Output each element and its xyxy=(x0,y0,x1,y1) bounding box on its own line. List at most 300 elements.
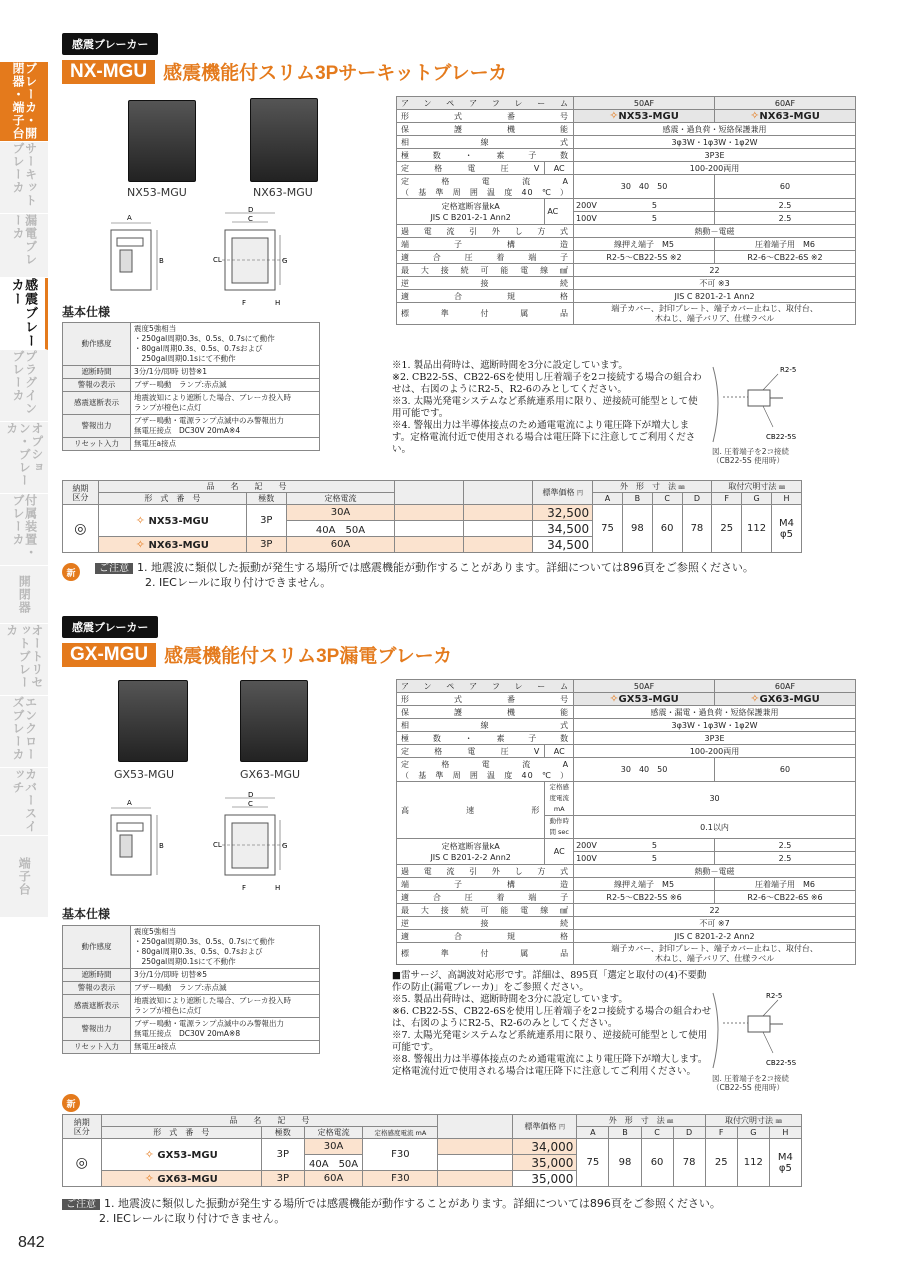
spec-label: 適合規格 xyxy=(397,930,574,943)
col-header: A xyxy=(577,1127,609,1139)
section-title xyxy=(62,641,452,668)
table-row xyxy=(397,225,856,238)
empty-cell xyxy=(464,537,533,553)
note-item: ※1. 製品出荷時は、遮断時間を3分に設定しています。 xyxy=(392,360,628,371)
note-item: ※2. CB22-5S、CB22-6Sを使用し圧着端子を2コ接続する場合の組合わせは、右図のようにR2-5、R2-6のみとしてください。 xyxy=(392,372,702,395)
category-label: 感震ブレーカー xyxy=(62,33,158,55)
basic-spec-value: ブザー鳴動 ランプ:赤点滅 xyxy=(131,982,320,995)
new-mark-icon: ✧ xyxy=(135,538,145,551)
col-header: H xyxy=(772,493,802,505)
col-header: 定格電流 xyxy=(286,493,395,505)
voltage-label: 200V xyxy=(576,200,597,210)
spec-value: 熱動－電磁 xyxy=(574,225,856,238)
table-row xyxy=(397,917,856,930)
spec-table xyxy=(396,96,856,325)
col-header-text: 取付穴明寸法 xyxy=(728,482,777,491)
spec-label: アンペアフレーム xyxy=(397,97,574,110)
spec-value: 端子カバー、封印プレート、端子カバー止ねじ、取付台、 木ねじ、端子バリア、仕様ラベル xyxy=(574,943,856,965)
dim-cell: 60 xyxy=(652,505,682,553)
spec-label: 逆接続 xyxy=(397,917,574,930)
spec-label: 最大接続可能電線㎟ xyxy=(397,904,574,917)
spec-value: 3φ3W・1φ3W・1φ2W xyxy=(574,136,856,149)
spec-value: JIS C 8201-2-2 Ann2 xyxy=(574,930,856,943)
table-row xyxy=(397,891,856,904)
model-number: GX63-MGU xyxy=(157,1174,218,1185)
col-header-text: 取付穴明寸法 xyxy=(725,1116,774,1125)
dimension-drawing xyxy=(95,790,310,895)
empty-cell xyxy=(464,521,533,537)
spec-label: 端子構造 xyxy=(397,878,574,891)
col-header: B xyxy=(609,1127,641,1139)
new-mark-icon: ✧ xyxy=(144,1172,154,1185)
product-photo-nx63 xyxy=(250,98,318,182)
price-cell: 35,000 xyxy=(513,1155,577,1171)
table-row xyxy=(63,1127,802,1139)
col-header xyxy=(395,481,464,505)
page-number: 842 xyxy=(18,1234,45,1251)
table-row xyxy=(63,969,320,982)
col-header: G xyxy=(737,1127,769,1139)
empty-cell xyxy=(438,1171,513,1187)
dim-cell: 60 xyxy=(641,1139,673,1187)
new-mark-icon: ✧ xyxy=(609,109,619,122)
spec-value: 3φ3W・1φ3W・1φ2W xyxy=(574,719,856,732)
spec-label: 極数・素子数 xyxy=(397,732,574,745)
spec-value: 不可 ※7 xyxy=(574,917,856,930)
spec-value: 3P3E xyxy=(574,149,856,162)
dim-cell: 75 xyxy=(593,505,623,553)
table-row xyxy=(397,136,856,149)
col-header xyxy=(593,481,712,493)
spec-label: 高速形 xyxy=(397,782,545,839)
model-cell xyxy=(574,693,715,706)
table-row xyxy=(397,123,856,136)
spec-value: JIS C 8201-2-1 Ann2 xyxy=(574,290,856,303)
sidebar-tab[interactable] xyxy=(0,214,48,278)
spec-value: 2.5 xyxy=(715,212,856,225)
col-header: D xyxy=(682,493,712,505)
basic-spec-value: ブザー鳴動 ランプ:赤点滅 xyxy=(131,379,320,392)
spec-value: 熱動－電磁 xyxy=(574,865,856,878)
basic-spec-value: 無電圧a接点 xyxy=(131,1041,320,1054)
caution-item: 2. IECレールに取り付けできません。 xyxy=(145,576,332,589)
spec-label: 適合圧着端子 xyxy=(397,251,574,264)
spec-label: 過電流引外し方式 xyxy=(397,865,574,878)
note-item: ※3. 太陽光発電システムなど系統連系用に限り、逆接続可能型として使用可能です。 xyxy=(392,396,698,419)
table-row xyxy=(397,865,856,878)
photo-caption: GX53-MGU xyxy=(114,768,175,781)
figure-caption: 図. 圧着端子を2コ接続 （CB22-5S 使用時） xyxy=(712,447,790,465)
table-row xyxy=(397,97,856,110)
col-header: F xyxy=(712,493,742,505)
spec-label: 形式番号 xyxy=(397,693,574,706)
caution-tag: ご注意 xyxy=(95,563,133,574)
col-header: 納期 区分 xyxy=(63,1115,102,1139)
spec-label-text: 定格電流A xyxy=(401,759,570,769)
dim-label-c: C xyxy=(248,215,253,223)
spec-label-text: 定格遮断容量kA xyxy=(441,841,500,851)
poles-cell: 3P xyxy=(246,537,286,553)
sidebar-tab-label: 開閉器 xyxy=(17,575,32,614)
dim-label-cl: CL xyxy=(213,256,222,264)
rated-cell: 40A 50A xyxy=(304,1155,363,1171)
spec-label: 保護機能 xyxy=(397,706,574,719)
note-item: ■雷サージ、高調波対応形です。詳細は、895頁「選定と取付の(4)不要動作の防止(漏電ブレーカ)」をご参照ください。 xyxy=(392,970,707,993)
sidebar-tab[interactable] xyxy=(0,142,48,214)
col-header: D xyxy=(673,1127,705,1139)
spec-value: 22 xyxy=(574,904,856,917)
model-cell xyxy=(715,693,856,706)
figure-label: CB22-5S xyxy=(766,433,797,441)
sidebar-tab-label: サーキットブレーカ xyxy=(11,142,38,207)
col-header: G xyxy=(742,493,772,505)
dim-label-f: F xyxy=(242,299,247,307)
dim-label-d: D xyxy=(248,791,254,799)
col-header-text: 標準価格 xyxy=(542,488,575,497)
dim-label-b: B xyxy=(159,257,164,265)
crimp-terminal-figure xyxy=(708,362,818,452)
caution-tag: ご注意 xyxy=(62,1199,100,1210)
table-row xyxy=(397,277,856,290)
spec-label: 逆接続 xyxy=(397,277,574,290)
table-row xyxy=(397,110,856,123)
sidebar-tab[interactable] xyxy=(0,624,48,696)
basic-spec-title: 基本仕様 xyxy=(62,907,111,921)
sidebar-tab-label: プラグインブレーカ xyxy=(11,350,38,415)
dimension-drawing xyxy=(95,205,310,310)
caution-text: 1. 地震波に類似した振動が発生する場所では感震機能が動作することがあります。詳細については896頁をご参照ください。 xyxy=(137,561,754,574)
price-cell: 32,500 xyxy=(533,505,593,521)
spec-value: 30 40 50 xyxy=(574,175,715,199)
poles-cell: 3P xyxy=(246,505,286,537)
spec-label xyxy=(397,758,574,782)
note-item: ※7. 太陽光発電システムなど系統連系用に限り、逆接続可能型として使用可能です。 xyxy=(392,1030,708,1053)
spec-value: 60 xyxy=(715,175,856,199)
sidebar-tab[interactable] xyxy=(0,696,48,768)
basic-spec-key: リセット入力 xyxy=(63,438,131,451)
poles-cell: 3P xyxy=(261,1171,304,1187)
table-row xyxy=(397,175,856,199)
spec-value-text: 5 xyxy=(651,213,657,223)
basic-spec-key: 感震遮断表示 xyxy=(63,995,131,1018)
spec-value: 端子カバー、封印プレート、端子カバー止ねじ、取付台、 木ねじ、端子バリア、仕様ラベル xyxy=(574,303,856,325)
dim-cell: 78 xyxy=(682,505,712,553)
col-header xyxy=(577,1115,705,1127)
spec-label-text: 定格電流A xyxy=(401,176,570,186)
product-photo-gx63 xyxy=(240,680,308,762)
spec-value: 感震・過負荷・短絡保護兼用 xyxy=(574,123,856,136)
basic-spec-key: 警報の表示 xyxy=(63,379,131,392)
basic-spec-key: リセット入力 xyxy=(63,1041,131,1054)
basic-spec-key: 遮断時間 xyxy=(63,366,131,379)
col-header xyxy=(513,1115,577,1139)
price-table xyxy=(62,1114,802,1187)
dim-label-f: F xyxy=(242,884,247,892)
spec-value: 2.5 xyxy=(715,839,856,852)
spec-value: 不可 ※3 xyxy=(574,277,856,290)
table-row xyxy=(397,264,856,277)
notes-block xyxy=(392,970,712,1078)
spec-label-sub: JIS C B201-2-2 Ann2 xyxy=(430,852,511,862)
table-row xyxy=(63,982,320,995)
sidebar-tab-label: 付属装置・ブレーカ xyxy=(11,494,38,559)
unit-label: ㎜ xyxy=(667,1118,674,1125)
model-number: NX53-MGU xyxy=(148,516,209,527)
product-title: 感震機能付スリム3P漏電ブレーカ xyxy=(164,646,453,667)
col-header: 形 式 番 号 xyxy=(98,493,246,505)
ac-label: AC xyxy=(547,207,559,216)
basic-spec-value: 3分/1分/即時 切替※1 xyxy=(131,366,320,379)
note-item: ※4. 警報出力は半導体接点のため通電電流により電圧降下が増大します。定格電流付近で使用される場合は電圧降下に注意してご利用ください。 xyxy=(392,420,696,455)
col-header: H xyxy=(769,1127,801,1139)
price-cell: 34,500 xyxy=(533,521,593,537)
mount-cell: 25 xyxy=(705,1139,737,1187)
sidebar-tab[interactable] xyxy=(0,422,48,494)
sidebar-tab[interactable] xyxy=(0,768,48,836)
spec-label: 標準付属品 xyxy=(397,303,574,325)
spec-value: 感震・漏電・過負荷・短絡保護兼用 xyxy=(574,706,856,719)
dim-cell: 75 xyxy=(577,1139,609,1187)
table-row xyxy=(63,505,802,521)
poles-cell: 3P xyxy=(261,1139,304,1171)
basic-spec-value: 地震波知により遮断した場合、ブレーカ投入時 ランプが橙色に点灯 xyxy=(131,392,320,415)
spec-label xyxy=(397,839,545,865)
col-header: 定格感度電流 mA xyxy=(363,1127,438,1139)
dim-cell: 98 xyxy=(609,1139,641,1187)
spec-sub: AC xyxy=(545,839,574,865)
sidebar-tab[interactable] xyxy=(0,278,48,350)
price-cell: 35,000 xyxy=(513,1171,577,1187)
spec-value: R2-6～CB22-6S ※6 xyxy=(715,891,856,904)
spec-value: 60AF xyxy=(715,680,856,693)
rated-cell: 60A xyxy=(286,537,395,553)
spec-value: R2-6～CB22-6S ※2 xyxy=(715,251,856,264)
notes-block xyxy=(392,360,702,456)
photo-caption: GX63-MGU xyxy=(240,768,301,781)
dim-label-a: A xyxy=(127,214,132,222)
spec-value: 圧着端子用 M6 xyxy=(715,878,856,891)
spec-value-text: 5 xyxy=(651,840,657,850)
model-cell xyxy=(715,110,856,123)
unit-label: 円 xyxy=(559,1124,566,1131)
caution-text: 1. 地震波に類似した振動が発生する場所では感震機能が動作することがあります。詳細については896頁をご参照ください。 xyxy=(104,1197,721,1210)
empty-cell xyxy=(438,1155,513,1171)
table-row xyxy=(63,323,320,366)
table-row xyxy=(397,149,856,162)
empty-cell xyxy=(395,521,464,537)
col-header: C xyxy=(652,493,682,505)
table-row xyxy=(63,392,320,415)
figure-label: CB22-5S xyxy=(766,1059,797,1067)
voltage-label: 100V xyxy=(576,213,597,223)
table-row xyxy=(397,238,856,251)
basic-spec-key: 動作感度 xyxy=(63,926,131,969)
spec-label-text: 定格遮断容量kA xyxy=(441,201,500,211)
price-cell: 34,000 xyxy=(513,1139,577,1155)
spec-value: 22 xyxy=(574,264,856,277)
spec-label: 相線式 xyxy=(397,719,574,732)
price-cell: 34,500 xyxy=(533,537,593,553)
spec-sub: AC xyxy=(545,745,574,758)
table-row xyxy=(63,1139,802,1155)
col-header: B xyxy=(622,493,652,505)
col-header: F xyxy=(705,1127,737,1139)
basic-spec-title: 基本仕様 xyxy=(62,305,111,319)
dim-label-g: G xyxy=(282,257,288,265)
voltage-label: 100V xyxy=(576,853,597,863)
dim-label-a: A xyxy=(127,799,132,807)
sens-cell: F30 xyxy=(363,1139,438,1171)
sidebar-tab[interactable] xyxy=(0,350,48,422)
col-header: C xyxy=(641,1127,673,1139)
col-header xyxy=(533,481,593,505)
spec-value-text: 5 xyxy=(651,853,657,863)
rated-cell: 40A 50A xyxy=(286,521,395,537)
col-header xyxy=(464,481,533,505)
dim-label-h: H xyxy=(275,884,281,892)
spec-label: アンペアフレーム xyxy=(397,680,574,693)
product-photo-nx53 xyxy=(128,100,196,182)
rated-cell: 60A xyxy=(304,1171,363,1187)
spec-value xyxy=(574,199,715,212)
spec-label: 保護機能 xyxy=(397,123,574,136)
table-row xyxy=(397,693,856,706)
spec-value: 50AF xyxy=(574,680,715,693)
table-row xyxy=(397,839,856,852)
col-header: 納期 区分 xyxy=(63,481,99,505)
table-row xyxy=(397,943,856,965)
table-row xyxy=(63,438,320,451)
table-row xyxy=(63,379,320,392)
col-header xyxy=(705,1115,801,1127)
figure-label: R2-5 xyxy=(766,992,783,1000)
col-header: 品 名 記 号 xyxy=(101,1115,438,1127)
model-number: NX63-MGU xyxy=(148,540,209,551)
table-row xyxy=(397,719,856,732)
spec-value xyxy=(574,212,715,225)
spec-label: 定格電圧V xyxy=(397,162,545,175)
caution-block xyxy=(95,561,754,590)
spec-label-sub: （基準周囲温度40℃） xyxy=(401,187,570,197)
spec-sub: 動作時間 sec xyxy=(545,816,574,839)
table-row xyxy=(397,745,856,758)
dim-label-cl: CL xyxy=(213,841,222,849)
spec-value: 0.1以内 xyxy=(574,816,856,839)
product-title: 感震機能付スリム3Pサーキットブレーカ xyxy=(163,63,508,84)
empty-cell xyxy=(395,505,464,521)
col-header xyxy=(712,481,802,493)
spec-label xyxy=(397,175,574,199)
sidebar-tab-label: エンクローズブレーカ xyxy=(11,696,38,761)
unit-label: ㎜ xyxy=(678,484,685,491)
table-row xyxy=(63,1115,802,1127)
sidebar-tab-label: 端子台 xyxy=(17,857,32,896)
table-row xyxy=(397,878,856,891)
spec-label: 適合圧着端子 xyxy=(397,891,574,904)
note-item: ※6. CB22-5S、CB22-6Sを使用し圧着端子を2コ接続する場合の組合わせは、右図のようにR2-5、R2-6のみとしてください。 xyxy=(392,1006,712,1029)
spec-label: 過電流引外し方式 xyxy=(397,225,574,238)
price-table xyxy=(62,480,802,553)
basic-spec-key: 警報の表示 xyxy=(63,982,131,995)
col-header: A xyxy=(593,493,623,505)
spec-value: R2-5～CB22-5S ※2 xyxy=(574,251,715,264)
caution-item xyxy=(95,561,754,576)
basic-spec-table xyxy=(62,322,320,451)
dim-label-c: C xyxy=(248,800,253,808)
dim-label-b: B xyxy=(159,842,164,850)
model-cell xyxy=(98,505,246,537)
sidebar-tab[interactable] xyxy=(0,62,48,142)
sidebar-tab[interactable] xyxy=(0,566,48,624)
spec-sub xyxy=(545,199,574,225)
model-number: NX53-MGU xyxy=(618,111,679,122)
table-row xyxy=(63,926,320,969)
rated-cell: 30A xyxy=(304,1139,363,1155)
basic-spec-value: 無電圧a接点 xyxy=(131,438,320,451)
basic-spec-value: ブザー鳴動・電源ランプ点滅中のみ警報出力 無電圧接点 DC30V 20mA※4 xyxy=(131,415,320,438)
model-cell xyxy=(98,537,246,553)
basic-spec-key: 警報出力 xyxy=(63,1018,131,1041)
table-row xyxy=(397,782,856,816)
sidebar-tab-label: 感震ブレーカー xyxy=(8,278,38,348)
sidebar-tab-label: オートリセットブレーカ xyxy=(4,624,44,689)
spec-value: 60 xyxy=(715,758,856,782)
spec-value: 60AF xyxy=(715,97,856,110)
sidebar-tab-label: ブレーカ・開閉器・端子台 xyxy=(11,62,38,140)
spec-value: 30 40 50 xyxy=(574,758,715,782)
photo-caption: NX53-MGU xyxy=(127,186,187,199)
empty-cell xyxy=(464,505,533,521)
unit-label: ㎜ xyxy=(778,484,785,491)
sidebar-tab[interactable] xyxy=(0,494,48,566)
basic-spec-key: 動作感度 xyxy=(63,323,131,366)
table-row xyxy=(63,481,802,493)
note-item: ※5. 製品出荷時は、遮断時間を3分に設定しています。 xyxy=(392,994,628,1005)
basic-spec-value: 震度5強相当 ・250gal周期0.3s、0.5s、0.7sにて動作 ・80gal周期0.3s、0.5s、0.7sおよび 250gal周期0.1sにて不動作 xyxy=(131,926,320,969)
spec-sub: AC xyxy=(545,162,574,175)
basic-spec-value: 地震波知により遮断した場合、ブレーカ投入時 ランプが橙色に点灯 xyxy=(131,995,320,1018)
table-row xyxy=(63,415,320,438)
mount-cell: 112 xyxy=(737,1139,769,1187)
basic-spec-key: 遮断時間 xyxy=(63,969,131,982)
table-row xyxy=(63,1041,320,1054)
unit-label: 円 xyxy=(577,490,584,497)
model-number: GX53-MGU xyxy=(618,694,679,705)
spec-value: 2.5 xyxy=(715,199,856,212)
col-header-text: 外 形 寸 法 xyxy=(608,1116,665,1125)
mount-cell: M4 φ5 xyxy=(772,505,802,553)
photo-caption: NX63-MGU xyxy=(253,186,313,199)
crimp-terminal-figure xyxy=(708,988,818,1078)
dim-label-h: H xyxy=(275,299,281,307)
empty-cell xyxy=(395,537,464,553)
dim-cell: 78 xyxy=(673,1139,705,1187)
spec-value: 100-200両用 xyxy=(574,162,856,175)
basic-spec-value: 3分/1分/即時 切替※5 xyxy=(131,969,320,982)
table-row xyxy=(397,303,856,325)
basic-spec-value: ブザー鳴動・電源ランプ点滅中のみ警報出力 無電圧接点 DC30V 20mA※8 xyxy=(131,1018,320,1041)
sidebar-tab[interactable] xyxy=(0,836,48,918)
delivery-mark: ◎ xyxy=(63,1139,102,1187)
section-title xyxy=(62,58,507,85)
model-cell xyxy=(101,1171,261,1187)
spec-label: 定格電圧V xyxy=(397,745,545,758)
spec-label: 最大接続可能電線㎟ xyxy=(397,264,574,277)
basic-spec-value: 震度5強相当 ・250gal周期0.3s、0.5s、0.7sにて動作 ・80gal周期0.3s、0.5s、0.7sおよび 250gal周期0.1sにて不動作 xyxy=(131,323,320,366)
spec-value: 圧着端子用 M6 xyxy=(715,238,856,251)
note-item: ※8. 警報出力は半導体接点のため通電電流により電圧降下が増大します。定格電流付近で使用される場合は電圧降下に注意してご利用ください。 xyxy=(392,1054,708,1077)
model-number: GX63-MGU xyxy=(759,694,820,705)
